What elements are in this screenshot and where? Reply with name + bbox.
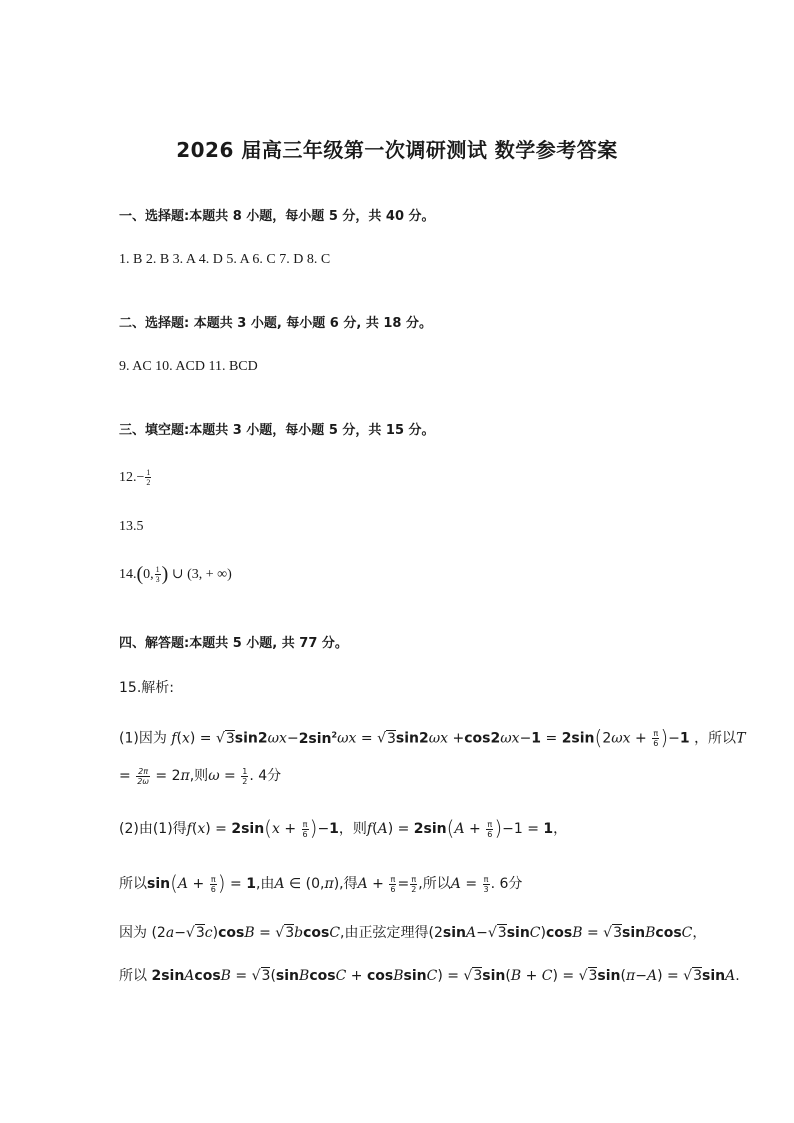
score-part1: . 4分 bbox=[249, 768, 282, 784]
solution-part2-line2: 所以sin(A + $\frac{\pi}{6}$ ) = 1,由A ∈ (0,π),得A + $\frac{\pi}{6}$ = $\frac{\pi}{2}$ ,所以A = $\frac{\pi}{3}$ . 6分 bbox=[119, 871, 523, 895]
page-title: 2026 届高三年级第一次调研测试 数学参考答案 bbox=[176, 138, 618, 162]
solution-part1-line1: (1)因为 $f(x) = √3\sin 2\omega x-2\sin^2\omega x = √3\sin 2\omega x +\cos 2\omega x-1 = 2\sin(2\omega x$ + $\frac{\pi}{6}$ )−1 ，所以T bbox=[119, 725, 746, 750]
answer-14-label: 14. bbox=[119, 567, 137, 582]
section-1-heading: 一、选择题:本题共 8 小题，每小题 5 分，共 40 分。 bbox=[119, 209, 435, 224]
question-15-label: 15.解析: bbox=[119, 680, 174, 696]
answer-12-value: − $\frac{1}{2}$ bbox=[136, 468, 151, 488]
section-3-heading: 三、填空题:本题共 3 小题，每小题 5 分，共 15 分。 bbox=[119, 423, 435, 438]
solution-part1-line2: = $\frac{2\pi}{2\omega}$ = 2π,则ω = $\frac{1}{2}$ . 4分 bbox=[119, 766, 282, 786]
section-2-heading: 二、选择题: 本题共 3 小题, 每小题 6 分, 共 18 分。 bbox=[119, 316, 432, 331]
solution-part2-line4: 所以 2sinAcosB = √3(sinBcosC + cosBsinC) = √3sin(B + C) = √3sin(π−A) = √3sinA. bbox=[119, 968, 740, 984]
answer-12-label: 12. bbox=[119, 470, 137, 485]
section-1-answers: 1. B 2. B 3. A 4. D 5. A 6. C 7. D 8. C bbox=[119, 252, 331, 267]
formula-f-simplify: f bbox=[171, 730, 177, 747]
section-2-answers: 9. AC 10. ACD 11. BCD bbox=[119, 359, 258, 374]
answer-13: 13.5 bbox=[119, 519, 144, 534]
solution-part2-line3: 因为 (2a−√3c)cosB = √3bcosC,由正弦定理得(2sinA−√3sinC)cosB = √3sinBcosC， bbox=[119, 925, 707, 941]
score-part2: . 6分 bbox=[490, 876, 523, 892]
answer-12 bbox=[119, 468, 152, 488]
section-4-heading: 四、解答题:本题共 5 小题, 共 77 分。 bbox=[119, 636, 348, 651]
answer-14 bbox=[119, 564, 232, 585]
answer-14-value: (0, $\frac{1}{3}$ ) ∪ (3, + ∞) bbox=[136, 563, 232, 585]
solution-part2-line1: (2)由(1)得f(x) = 2sin(x + $\frac{\pi}{6}$ )−1，则f(A) = 2sin(A + $\frac{\pi}{6}$ )−1 = 1， bbox=[119, 816, 568, 840]
